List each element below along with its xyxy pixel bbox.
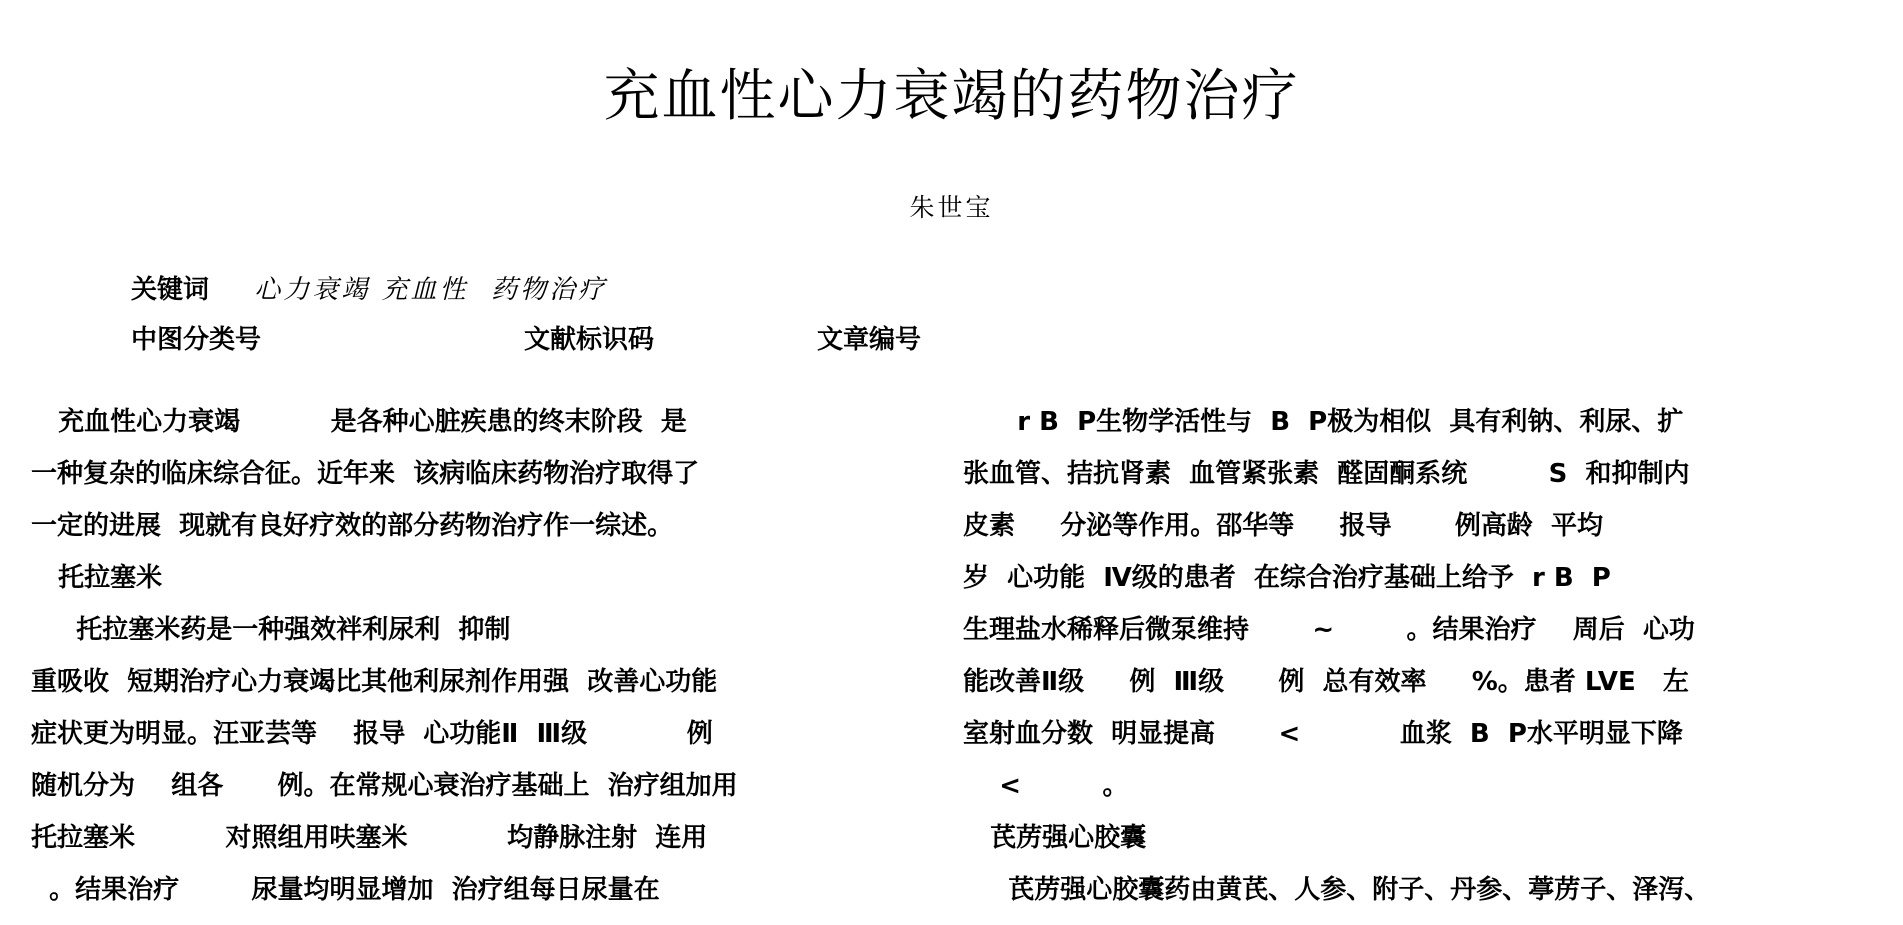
body-line: 张血管、拮抗肾素 血管紧张素 醛固酮系统 S 和抑制内 xyxy=(963,459,1690,489)
body-line: 。结果治疗 尿量均明显增加 治疗组每日尿量在 xyxy=(31,875,660,905)
keywords-row xyxy=(131,270,1831,310)
right-column xyxy=(963,405,1843,925)
paper-title: 充血性心力衰竭的药物治疗 xyxy=(603,64,1300,129)
body-line: 岁 心功能 Ⅳ级的患者 在综合治疗基础上给予 r B P xyxy=(963,563,1611,593)
author-name: 朱世宝 xyxy=(909,193,994,222)
body-line: 充血性心力衰竭 是各种心脏疾患的终末阶段 是 xyxy=(31,407,687,437)
keywords-text: 心力衰竭 充血性 药物治疗 xyxy=(254,275,608,305)
keywords-label: 关键词 xyxy=(131,275,210,305)
body-line: 随机分为 组各 例。在常规心衰治疗基础上 治疗组加用 xyxy=(31,771,738,801)
body-line: 症状更为明显。汪亚芸等 报导 心功能Ⅱ Ⅲ级 例 xyxy=(31,719,713,749)
body-line: 一种复杂的临床综合征。近年来 该病临床药物治疗取得了 xyxy=(31,459,700,489)
body-line: 皮素 分泌等作用。邵华等 报导 例高龄 平均 xyxy=(963,511,1603,541)
body-line: 生理盐水稀释后微泵维持 ~ 。结果治疗 周后 心功 xyxy=(963,615,1695,645)
article-no-label: 文章编号 xyxy=(817,325,922,355)
body-line: 芪苈强心胶囊药由黄芪、人参、附子、丹参、葶苈子、泽泻、 xyxy=(963,875,1711,905)
section-heading: 芪苈强心胶囊 xyxy=(963,823,1147,853)
body-line: 一定的进展 现就有良好疗效的部分药物治疗作一综述。 xyxy=(31,511,674,541)
clc-label: 中图分类号 xyxy=(131,325,262,355)
body-line: 托拉塞米 对照组用呋塞米 均静脉注射 连用 xyxy=(31,823,708,853)
body-line: r B P生物学活性与 B P极为相似 具有利钠、利尿、扩 xyxy=(963,407,1684,437)
body-line: < 。 xyxy=(963,771,1129,801)
left-column xyxy=(31,405,911,925)
body-line: 室射血分数 明显提高 < 血浆 B P水平明显下降 xyxy=(963,719,1683,749)
doc-code-label: 文献标识码 xyxy=(524,325,655,355)
body-line: 托拉塞米药是一种强效袢利尿利 抑制 xyxy=(31,615,511,645)
body-line: 能改善Ⅱ级 例 Ⅲ级 例 总有效率 %。患者 LVE 左 xyxy=(963,667,1689,697)
classification-row xyxy=(131,320,1831,360)
body-line: 重吸收 短期治疗心力衰竭比其他利尿剂作用强 改善心功能 xyxy=(31,667,718,697)
section-heading: 托拉塞米 xyxy=(31,563,163,593)
